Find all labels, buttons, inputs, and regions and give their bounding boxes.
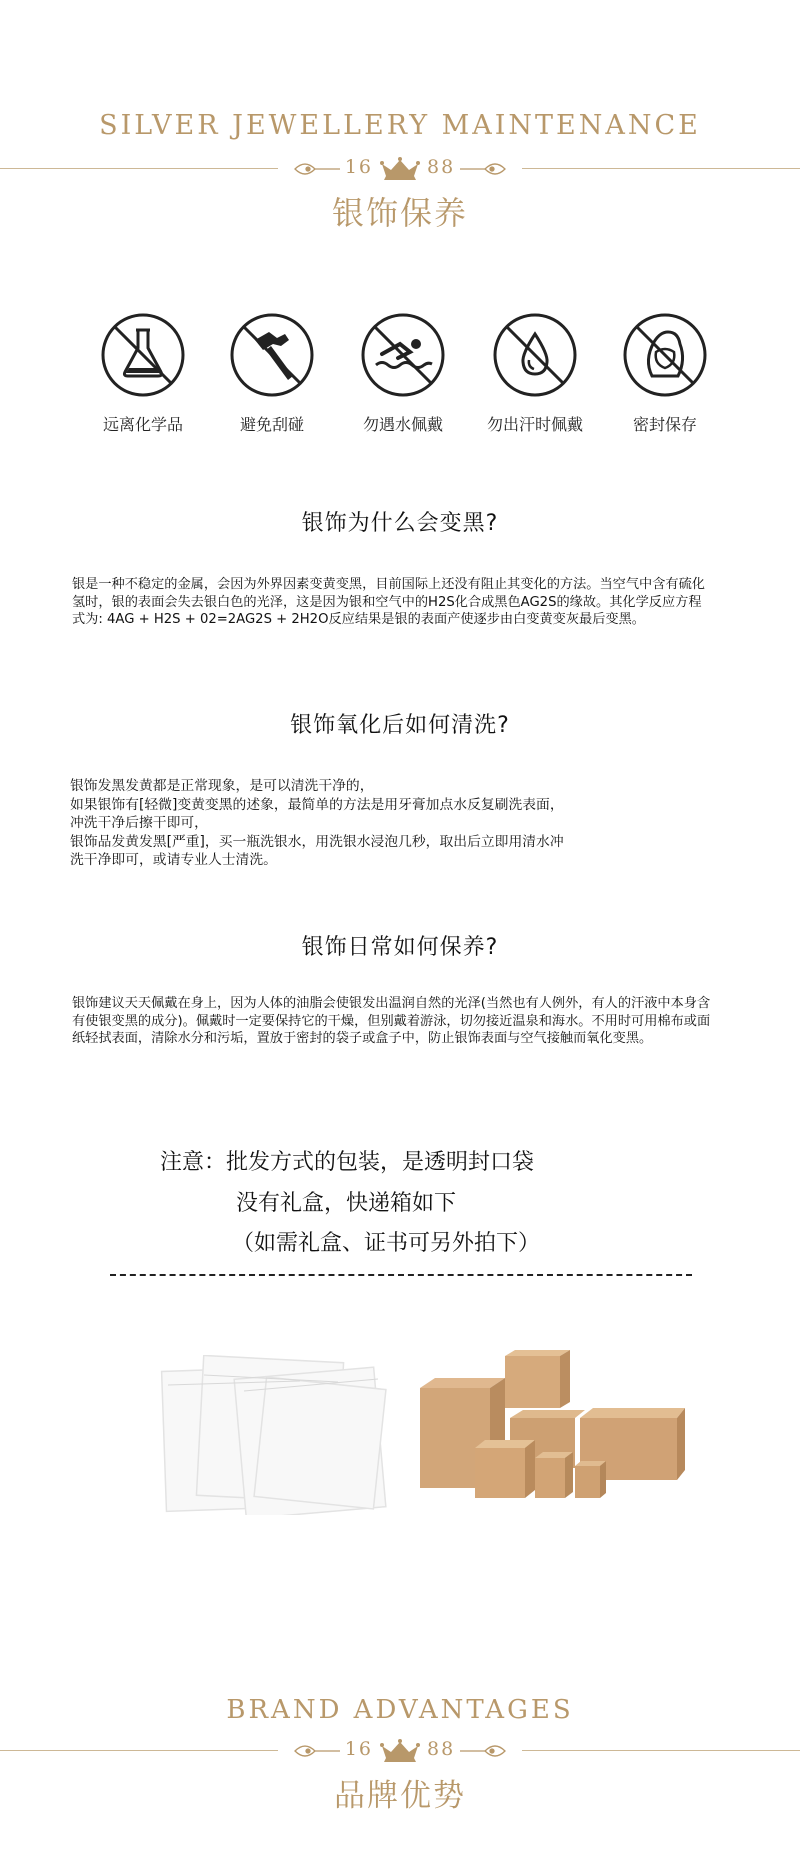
section-body-cleaning bbox=[70, 777, 720, 870]
care-label-scratch: 避免刮碰 bbox=[239, 415, 304, 434]
section-body-why-black: 银是一种不稳定的金属，会因为外界因素变黄变黑，目前国际上还没有阻止其变化的方法。当空气中含有硫化氢时，银的表面会失去银白色的光泽，这是因为银和空气中的H2S化合成黑色AG2S的缘故。其化学反应方程式为: 4AG + H2S + 02=2AG2S + 2H2O反应结果是银的表面产使逐步由白变黄变灰最后变黑。 bbox=[72, 577, 705, 627]
header-cn-title: 银饰保养 bbox=[331, 194, 468, 232]
notice-line-3: （如需礼盒、证书可另外拍下） bbox=[232, 1231, 541, 1256]
footer-en-title: BRAND ADVANTAGES bbox=[226, 1695, 574, 1725]
clear-bags-image bbox=[160, 1355, 405, 1515]
flask-icon bbox=[98, 310, 188, 400]
dashed-divider bbox=[110, 1274, 692, 1276]
care-label-sweat: 勿出汗时佩戴 bbox=[486, 415, 583, 434]
cleaning-line: 洗干净即可，或请专业人士清洗。 bbox=[70, 852, 277, 868]
cleaning-line: 银饰品发黄发黑[严重]，买一瓶洗银水，用洗银水浸泡几秒，取出后立即用清水冲 bbox=[70, 833, 564, 850]
footer-ornament bbox=[0, 1730, 800, 1770]
footer-cn-title: 品牌优势 bbox=[334, 1778, 466, 1814]
drop-icon bbox=[490, 310, 580, 400]
cardboard-boxes-image bbox=[415, 1348, 685, 1518]
swimmer-icon bbox=[358, 310, 448, 400]
ornament-number-left: 16 bbox=[344, 1738, 373, 1760]
header-ornament bbox=[0, 148, 800, 188]
section-body-daily-care: 银饰建议天天佩戴在身上，因为人体的油脂会使银发出温润自然的光泽(当然也有人例外，有人的汗液中本身含有使银变黑的成分)。佩戴时一定要保持它的干燥，但别戴着游泳，切勿接近温泉和海水。不用时可用棉布或面纸轻拭表面，清除水分和污垢，置放于密封的袋子或盒子中，防止银饰表面与空气接触而氧化变黑。 bbox=[72, 996, 711, 1046]
section-title-cleaning: 银饰氧化后如何清洗? bbox=[290, 713, 510, 738]
cleaning-line: 银饰发黑发黄都是正常现象，是可以清洗干净的， bbox=[70, 778, 374, 794]
notice-line-2: 没有礼盒，快递箱如下 bbox=[236, 1191, 457, 1216]
care-icons-row bbox=[0, 300, 800, 450]
cleaning-line: 冲洗干净后擦干即可， bbox=[70, 815, 208, 831]
ornament-number-right: 88 bbox=[427, 1738, 456, 1760]
care-label-water: 勿遇水佩戴 bbox=[362, 415, 443, 434]
notice-line-1: 注意：批发方式的包装，是透明封口袋 bbox=[160, 1150, 535, 1175]
section-title-daily-care: 银饰日常如何保养? bbox=[301, 935, 499, 960]
care-label-chemicals: 远离化学品 bbox=[102, 415, 183, 434]
ornament-number-left: 16 bbox=[344, 156, 373, 178]
ornament-numbers bbox=[0, 1738, 800, 1760]
cleaning-line: 如果银饰有[轻微]变黄变黑的述象，最简单的方法是用牙膏加点水反复刷洗表面， bbox=[70, 796, 564, 813]
hammer-icon bbox=[227, 310, 317, 400]
bag-icon bbox=[620, 310, 710, 400]
care-label-sealed: 密封保存 bbox=[632, 415, 697, 434]
ornament-numbers bbox=[0, 156, 800, 178]
ornament-number-right: 88 bbox=[427, 156, 456, 178]
header-en-title: SILVER JEWELLERY MAINTENANCE bbox=[99, 110, 701, 141]
section-title-why-black: 银饰为什么会变黑? bbox=[301, 511, 499, 536]
